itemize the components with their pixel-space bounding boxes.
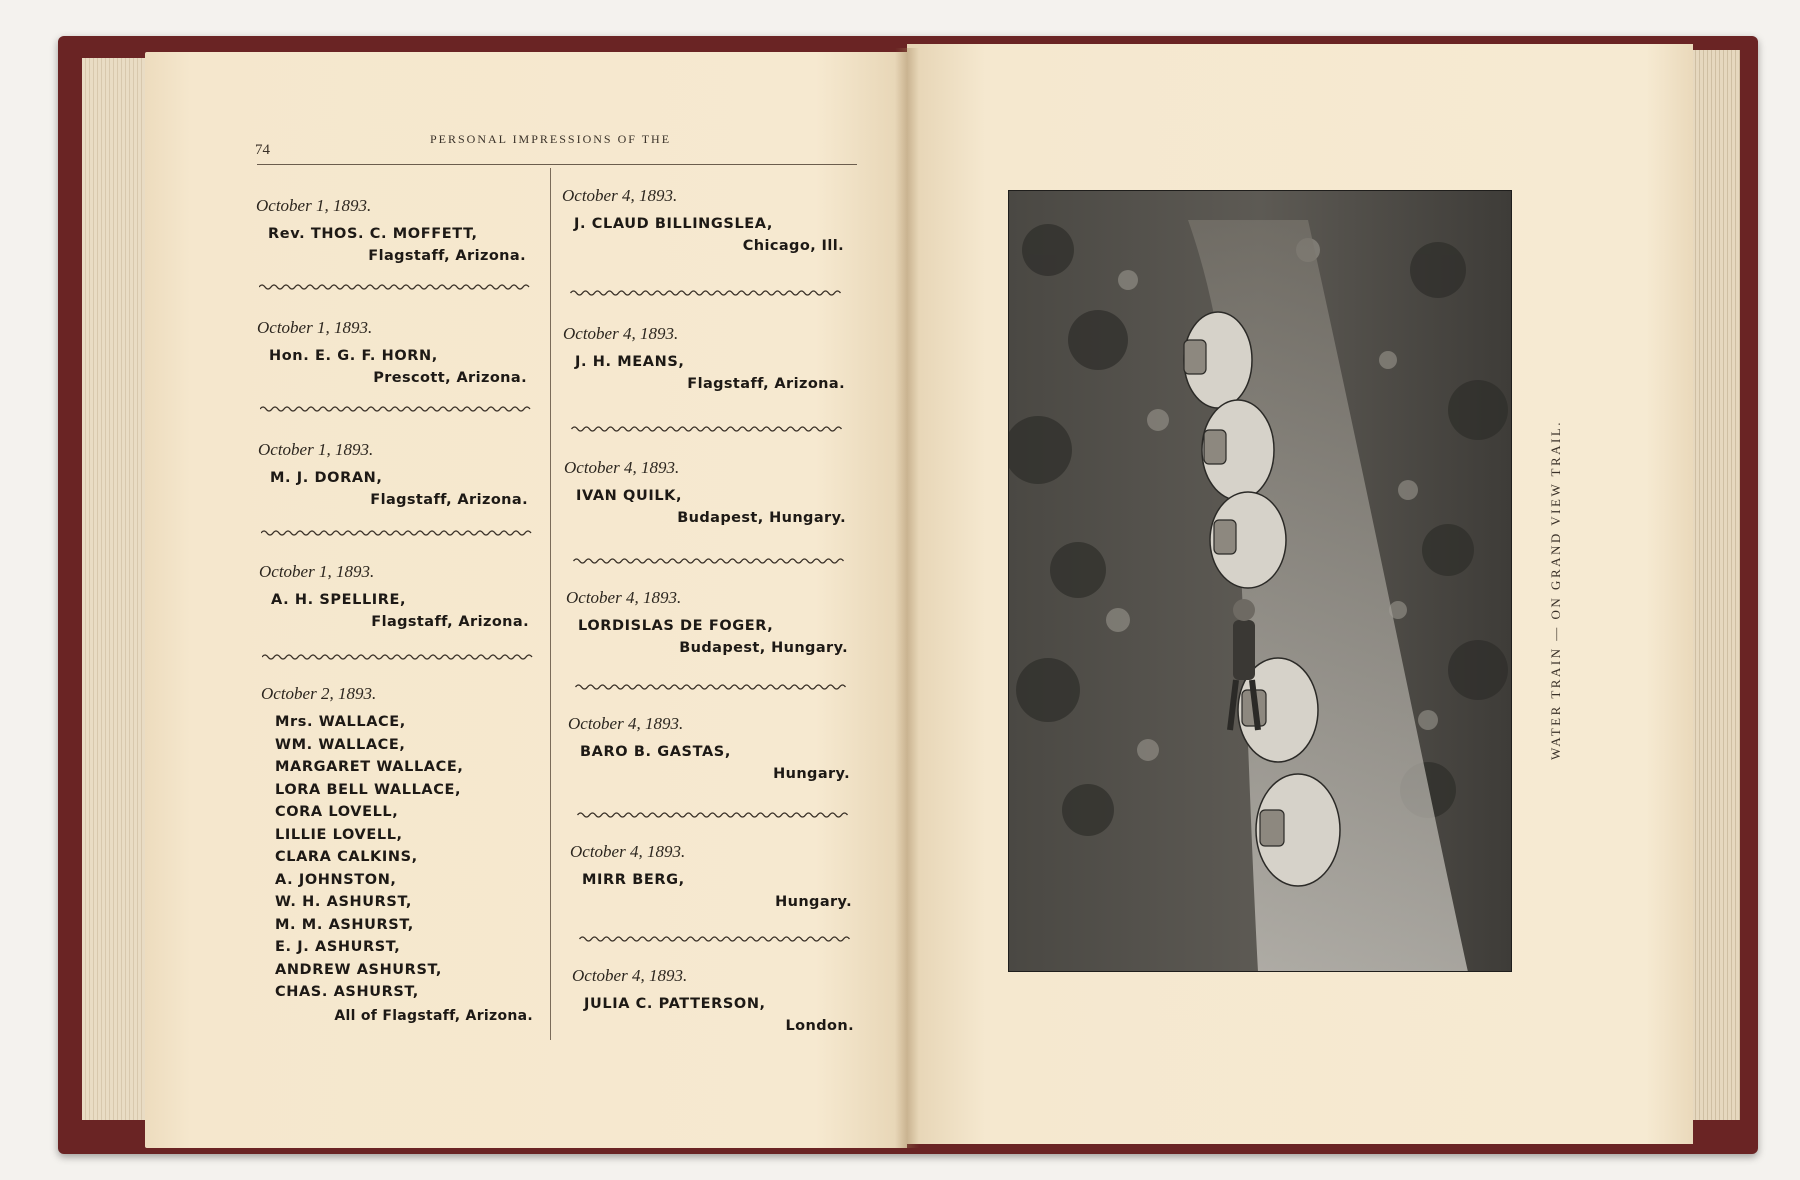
- entry-name: MIRR BERG,: [582, 872, 685, 888]
- wavy-divider: [261, 528, 536, 538]
- page-number: 74: [255, 142, 270, 158]
- entry-date: October 4, 1893.: [572, 966, 688, 985]
- page-edges-left: [82, 58, 152, 1120]
- entry-gastas: [568, 714, 850, 785]
- wavy-divider: [566, 556, 856, 566]
- list-item: ANDREW ASHURST,: [275, 961, 443, 978]
- entry-name: M. J. DORAN,: [270, 470, 383, 486]
- wavy-divider: [262, 652, 537, 662]
- entry-place: Flagstaff, Arizona.: [371, 614, 529, 630]
- water-train-photo: [1008, 190, 1512, 972]
- entry-place: London.: [785, 1018, 854, 1034]
- entry-patterson: [572, 966, 854, 1037]
- column-divider: [550, 168, 551, 1040]
- wavy-divider: [570, 810, 860, 820]
- entry-group-wallace: [261, 684, 533, 1024]
- list-item: WM. WALLACE,: [275, 736, 406, 753]
- entry-date: October 2, 1893.: [261, 684, 377, 703]
- entry-place: Hungary.: [773, 766, 850, 782]
- entry-place: Flagstaff, Arizona.: [368, 248, 526, 264]
- entry-date: October 4, 1893.: [566, 588, 682, 607]
- list-item: Mrs. WALLACE,: [275, 714, 406, 730]
- entry-date: October 4, 1893.: [570, 842, 686, 861]
- entry-place: Prescott, Arizona.: [373, 370, 527, 386]
- entry-date: October 4, 1893.: [564, 458, 680, 477]
- book-gutter: [895, 48, 919, 1148]
- entry-place: Budapest, Hungary.: [679, 640, 848, 656]
- list-item: LILLIE LOVELL,: [275, 826, 403, 843]
- entry-date: October 1, 1893.: [257, 318, 373, 337]
- entry-date: October 4, 1893.: [562, 186, 678, 205]
- wavy-divider: [259, 282, 534, 292]
- list-item: M. M. ASHURST,: [275, 916, 414, 933]
- entry-name: LORDISLAS DE FOGER,: [578, 618, 774, 634]
- entry-date: October 1, 1893.: [256, 196, 372, 215]
- entry-quilk: [564, 458, 846, 529]
- entry-place: Chicago, Ill.: [742, 238, 844, 254]
- wavy-divider: [260, 404, 535, 414]
- group-footer: All of Flagstaff, Arizona.: [334, 1007, 533, 1024]
- entry-place: Flagstaff, Arizona.: [370, 492, 528, 508]
- entry-place: Hungary.: [775, 894, 852, 910]
- entry-means: [563, 324, 845, 395]
- entry-name: Rev. THOS. C. MOFFETT,: [268, 226, 478, 242]
- entry-place: Flagstaff, Arizona.: [687, 376, 845, 392]
- entry-spellire: [259, 562, 529, 633]
- list-item: CLARA CALKINS,: [275, 849, 418, 865]
- entry-doran: [258, 440, 528, 511]
- list-item: A. JOHNSTON,: [275, 871, 397, 888]
- list-item: CHAS. ASHURST,: [275, 984, 419, 1000]
- entry-name: JULIA C. PATTERSON,: [584, 996, 766, 1012]
- entry-name: Hon. E. G. F. HORN,: [269, 348, 438, 364]
- entry-date: October 1, 1893.: [259, 562, 375, 581]
- entry-name: J. CLAUD BILLINGSLEA,: [574, 216, 774, 232]
- wavy-divider: [564, 424, 854, 434]
- running-head: PERSONAL IMPRESSIONS OF THE: [430, 132, 672, 146]
- wavy-divider: [572, 934, 862, 944]
- entry-horn: [257, 318, 527, 389]
- entry-billingslea: [562, 186, 844, 257]
- names-list: [275, 711, 533, 1004]
- wavy-divider: [568, 682, 858, 692]
- list-item: W. H. ASHURST,: [275, 894, 412, 910]
- entry-moffett: [256, 196, 526, 267]
- plate-caption-text: WATER TRAIN — ON GRAND VIEW TRAIL.: [1548, 419, 1563, 761]
- entry-date: October 4, 1893.: [563, 324, 679, 343]
- entry-de-foger: [566, 588, 848, 659]
- entry-name: J. H. MEANS,: [575, 354, 685, 370]
- entry-date: October 4, 1893.: [568, 714, 684, 733]
- list-item: CORA LOVELL,: [275, 804, 399, 820]
- list-item: LORA BELL WALLACE,: [275, 781, 462, 798]
- list-item: MARGARET WALLACE,: [275, 759, 464, 775]
- wavy-divider: [563, 288, 853, 298]
- entry-place: Budapest, Hungary.: [677, 510, 846, 526]
- entry-berg: [570, 842, 852, 913]
- entry-name: IVAN QUILK,: [576, 488, 683, 504]
- list-item: E. J. ASHURST,: [275, 939, 401, 955]
- photo-illustration: [1008, 190, 1512, 972]
- plate-caption: [1546, 420, 1566, 760]
- entry-name: A. H. SPELLIRE,: [271, 592, 407, 608]
- entry-name: BARO B. GASTAS,: [580, 744, 731, 760]
- header-rule: [257, 164, 857, 165]
- entry-date: October 1, 1893.: [258, 440, 374, 459]
